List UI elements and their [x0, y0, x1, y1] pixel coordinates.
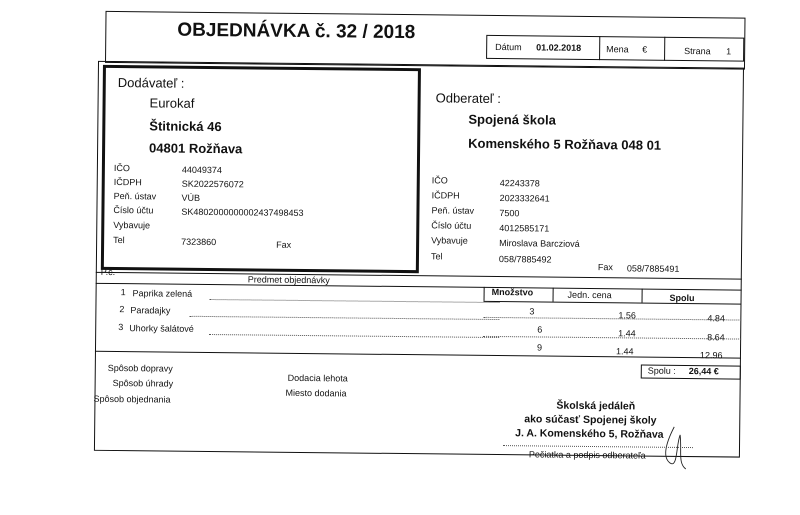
date-label: Dátum — [495, 41, 522, 53]
customer-field-label: Číslo účtu — [431, 220, 472, 231]
supplier-field-label: Tel — [113, 234, 125, 246]
payment-label: Spôsob úhrady — [112, 377, 174, 389]
customer-field-value: Miroslava Barcziová — [499, 238, 580, 249]
customer-fax-label: Fax — [597, 262, 613, 273]
customer-heading: Odberateľ : — [435, 90, 501, 107]
row-total: 12.96 — [699, 350, 723, 361]
col-unit-price-header: Jedn. cena — [567, 289, 612, 301]
row-number: 2 — [119, 304, 125, 315]
row-item: Paradajky — [130, 305, 171, 316]
order-method-label: Spôsob objednania — [93, 393, 171, 405]
sum-value: 26,44 € — [688, 366, 719, 377]
supplier-field-value: 7323860 — [181, 236, 217, 248]
col-total-header: Spolu — [669, 292, 695, 304]
customer-field-label: IČDPH — [431, 190, 460, 201]
supplier-fax-label: Fax — [276, 239, 292, 250]
supplier-field-label: IČO — [113, 162, 130, 174]
date-value: 01.02.2018 — [536, 42, 582, 53]
supplier-field-label: Číslo účtu — [113, 204, 154, 216]
supplier-name: Eurokaf — [149, 95, 195, 111]
document-title: OBJEDNÁVKA č. 32 / 2018 — [177, 19, 416, 44]
sum-label: Spolu : — [647, 365, 676, 376]
row-total: 4.84 — [707, 313, 725, 324]
row-price: 1.44 — [618, 328, 636, 339]
supplier-field-value: VÚB — [181, 192, 201, 203]
customer-address: Komenského 5 Rožňava 048 01 — [468, 135, 662, 153]
customer-field-value: 7500 — [499, 208, 520, 219]
supplier-field-label: Peň. ústav — [113, 190, 157, 202]
supplier-heading: Dodávateľ : — [117, 75, 185, 91]
customer-field-value: 058/7885492 — [498, 254, 552, 265]
row-number: 3 — [118, 322, 124, 333]
signature-label: Pečiatka a podpis odberateľa — [528, 449, 646, 461]
customer-field-label: Peň. ústav — [431, 205, 475, 216]
currency-label: Mena — [606, 44, 629, 55]
row-price: 1.44 — [615, 346, 634, 357]
customer-field-value: 4012585171 — [499, 223, 550, 234]
row-price: 1.56 — [618, 310, 636, 321]
customer-fax-value: 058/7885491 — [626, 263, 680, 274]
customer-field-value: 42243378 — [499, 178, 540, 189]
row-qty: 6 — [537, 324, 543, 335]
row-number: 1 — [120, 287, 126, 298]
col-pc-header: P.č. — [100, 266, 116, 278]
row-qty: 3 — [529, 306, 535, 317]
customer-field-label: Vybavuje — [431, 235, 468, 246]
supplier-street: Štitnická 46 — [149, 118, 222, 135]
stamp-line-3: J. A. Komenského 5, Rožňava — [515, 427, 664, 441]
col-subject-header: Predmet objednávky — [247, 274, 330, 286]
supplier-field-label: Vybavuje — [113, 219, 151, 231]
row-qty: 9 — [536, 342, 543, 353]
customer-field-label: Tel — [430, 251, 443, 262]
row-item: Paprika zelená — [132, 288, 193, 299]
supplier-field-label: IČDPH — [113, 176, 142, 188]
stamp-line-2: ako súčasť Spojenej školy — [524, 413, 657, 427]
row-item: Uhorky šalátové — [129, 323, 194, 334]
customer-field-value: 2023332641 — [499, 193, 550, 204]
supplier-field-value: 44049374 — [181, 164, 222, 176]
customer-name: Spojená škola — [468, 111, 556, 128]
page-label: Strana — [684, 45, 711, 57]
col-qty-header: Množstvo — [491, 286, 534, 298]
delivery-place-label: Miesto dodania — [285, 387, 347, 399]
stamp-line-1: Školská jedáleň — [556, 399, 636, 413]
page-value: 1 — [726, 46, 732, 57]
supplier-city: 04801 Rožňava — [149, 140, 243, 157]
currency-value: € — [642, 44, 648, 55]
row-total: 8.64 — [707, 332, 725, 343]
supplier-field-value: SK4802000000002437498453 — [181, 206, 304, 218]
customer-field-label: IČO — [431, 175, 448, 186]
delivery-term-label: Dodacia lehota — [287, 372, 348, 384]
supplier-field-value: SK2022576072 — [181, 178, 244, 190]
transport-label: Spôsob dopravy — [107, 362, 173, 374]
